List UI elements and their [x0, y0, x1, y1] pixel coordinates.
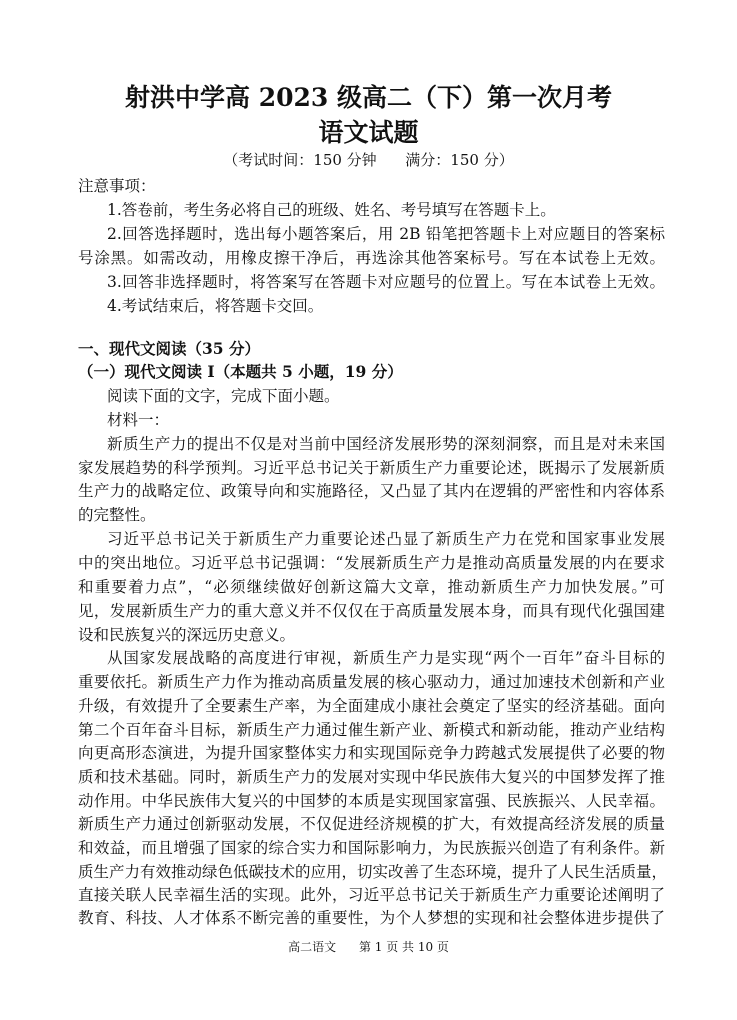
- text-line: 的完整性。: [78, 506, 156, 524]
- text-line: 注意事项：: [78, 177, 156, 195]
- text-line: 直接关联人民幸福生活的实现。此外，习近平总书记关于新质生产力重要论述阐明了: [78, 886, 665, 904]
- text-line: 从国家发展战略的高度进行审视，新质生产力是实现“两个一百年”奋斗目标的: [107, 649, 665, 667]
- text-line: 4.考试结束后，将答题卡交回。: [107, 297, 324, 315]
- text-line: 生产力的战略定位、政策导向和实施路径，又凸显了其内在逻辑的严密性和内容体系: [78, 482, 665, 500]
- text-line: 重要依托。新质生产力作为推动高质量发展的核心驱动力，通过加速技术创新和产业: [78, 673, 665, 691]
- text-line: 材料一：: [107, 411, 170, 429]
- section-heading: （一）现代文阅读 I（本题共 5 小题，19 分）: [78, 362, 403, 381]
- text-line: 向更高形态演进，为提升国家整体实力和实现国际竞争力跨越式发展提供了必要的物: [78, 744, 665, 762]
- exam-subtitle: 语文试题: [318, 118, 419, 147]
- text-line: 质生产力有效推动绿色低碳技术的应用，切实改善了生态环境，提升了人民生活质量，: [78, 863, 668, 881]
- text-line: 3.回答非选择题时，将答案写在答题卡对应题号的位置上。写在本试卷上无效。: [107, 273, 665, 291]
- text-line: 教育、科技、人才体系不断完善的重要性，为个人梦想的实现和社会整体进步提供了: [78, 909, 665, 927]
- text-line: 见，发展新质生产力的重大意义并不仅仅在于高质量发展本身，而具有现代化强国建: [78, 602, 665, 620]
- text-line: 1.答卷前，考生务必将自己的班级、姓名、考号填写在答题卡上。: [107, 201, 556, 219]
- text-line: 质和技术基础。同时，新质生产力的发展对实现中华民族伟大复兴的中国梦发挥了推: [78, 768, 665, 786]
- text-line: 习近平总书记关于新质生产力重要论述凸显了新质生产力在党和国家事业发展: [107, 530, 665, 548]
- text-line: 和效益，而且增强了国家的综合实力和国际影响力，为民族振兴创造了有利条件。新: [78, 839, 665, 857]
- text-line: 第二个百年奋斗目标，新质生产力通过催生新产业、新模式和新动能，推动产业结构: [78, 721, 665, 739]
- text-line: 家发展趋势的科学预判。习近平总书记关于新质生产力重要论述，既揭示了发展新质: [78, 459, 665, 477]
- exam-info: （考试时间：150 分钟 满分：150 分）: [223, 151, 514, 169]
- page-footer: 高二语文 第 1 页 共 10 页: [288, 940, 449, 954]
- section-heading: 一、现代文阅读（35 分）: [78, 339, 260, 358]
- text-line: 和重要着力点”，“必须继续做好创新这篇大文章，推动新质生产力加快发展。”可: [78, 578, 665, 596]
- text-line: 动作用。中华民族伟大复兴的中国梦的本质是实现国家富强、民族振兴、人民幸福。: [78, 792, 665, 810]
- text-line: 阅读下面的文字，完成下面小题。: [107, 387, 340, 405]
- text-line: 2.回答选择题时，选出每小题答案后，用 2B 铅笔把答题卡上对应题目的答案标: [107, 225, 665, 243]
- exam-title: 射洪中学高 2023 级高二（下）第一次月考: [125, 83, 612, 112]
- text-line: 新质生产力通过创新驱动发展，不仅促进经济规模的扩大，有效提高经济发展的质量: [78, 815, 665, 833]
- text-line: 升级，有效提升了全要素生产率，为全面建成小康社会奠定了坚实的经济基础。面向: [78, 697, 665, 715]
- text-line: 新质生产力的提出不仅是对当前中国经济发展形势的深刻洞察，而且是对未来国: [107, 435, 665, 453]
- text-line: 号涂黑。如需改动，用橡皮擦干净后，再选涂其他答案标号。写在本试卷上无效。: [78, 249, 665, 267]
- text-line: 中的突出地位。习近平总书记强调：“发展新质生产力是推动高质量发展的内在要求: [78, 554, 665, 572]
- text-line: 设和民族复兴的深远历史意义。: [78, 626, 296, 644]
